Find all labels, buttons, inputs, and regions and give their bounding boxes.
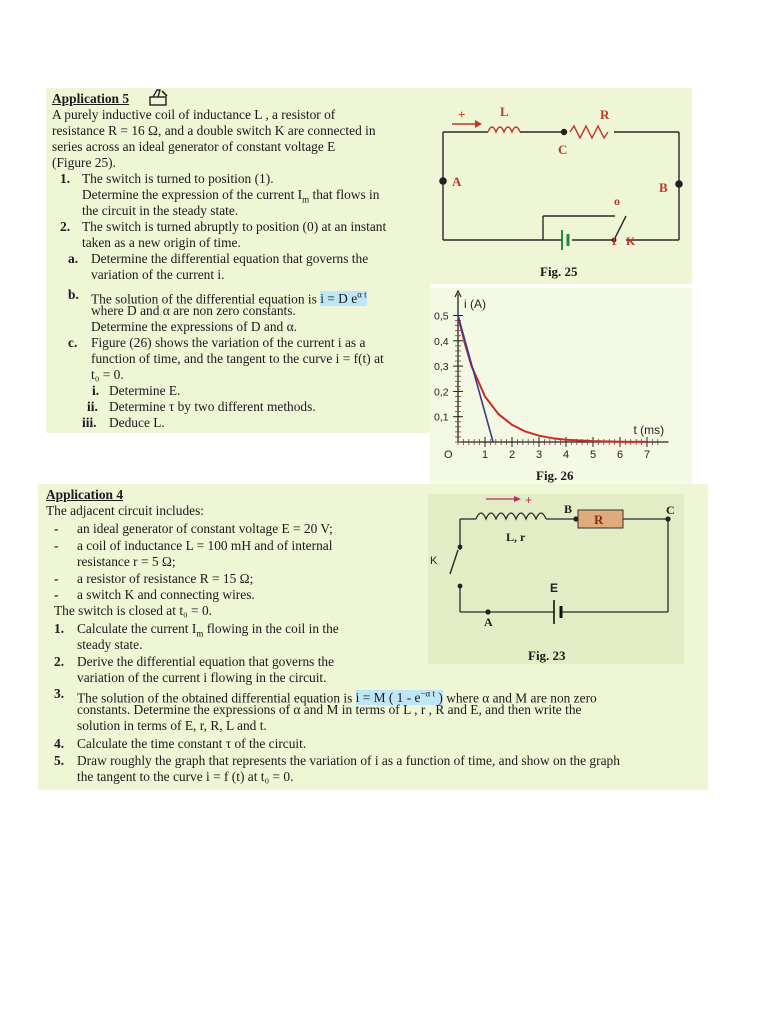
fig23-label-plus: + bbox=[525, 493, 533, 507]
fig26-y-tick-label: 0,4 bbox=[434, 335, 449, 348]
app4-item-3: a resistor of resistance R = 15 Ω; bbox=[77, 571, 254, 586]
fig23-switch-top-contact bbox=[458, 545, 463, 550]
app5-qb-equation: i = D $e^{\alpha t}$ bbox=[320, 290, 367, 307]
app4-q4-number: 4. bbox=[54, 736, 65, 751]
fig23-label-C: C bbox=[666, 503, 675, 517]
fig25-inductor-coil bbox=[488, 127, 520, 132]
fig26-caption: Fig. 26 bbox=[536, 468, 574, 483]
app5-intro-line-1: A purely inductive coil of inductance L , a resistor of bbox=[52, 107, 336, 122]
fig26-tangent-line bbox=[458, 316, 493, 443]
fig23-label-K: K bbox=[430, 555, 438, 567]
fig25-label-L: L bbox=[500, 104, 509, 119]
fig23-coil bbox=[476, 513, 546, 519]
app5-qc-line-1: Figure (26) shows the variation of the current i as a bbox=[91, 335, 366, 350]
app4-item-2-dash: - bbox=[54, 538, 59, 553]
app4-q2-line-1: Derive the differential equation that governs the bbox=[77, 654, 335, 669]
fig26-x-tick-label: 2 bbox=[509, 449, 516, 461]
fig25-label-K: K bbox=[626, 234, 636, 248]
app4-q1-line-1: Calculate the current $I_m$ flowing in the coil in the bbox=[77, 621, 339, 639]
fig26-y-tick-label: 0,2 bbox=[434, 386, 449, 399]
app5-qii-text: Determine τ by two different methods. bbox=[109, 399, 316, 414]
fig26-x-tick-label: 3 bbox=[536, 449, 543, 461]
fig23-node-B bbox=[573, 516, 578, 521]
app4-item-2-line-2: resistance r = 5 Ω; bbox=[77, 554, 176, 569]
app5-qi-text: Determine E. bbox=[109, 383, 181, 398]
app5-intro-line-4: (Figure 25). bbox=[52, 155, 116, 170]
app4-item-1-dash: - bbox=[54, 521, 59, 536]
app4-item-2-line-1: a coil of inductance L = 100 mH and of internal bbox=[77, 538, 333, 553]
fig25-current-arrowhead bbox=[475, 120, 482, 128]
app5-q1-line-2: Determine the expression of the current $I_m$ that flows in bbox=[82, 187, 380, 205]
fig25-label-A: A bbox=[452, 174, 462, 189]
fig23-caption: Fig. 23 bbox=[528, 648, 566, 663]
app5-q1-number: 1. bbox=[60, 171, 71, 186]
fig23-label-Lr: L, r bbox=[506, 530, 526, 544]
app4-item-3-dash: - bbox=[54, 571, 59, 586]
fig23-current-arrowhead bbox=[514, 496, 521, 502]
app5-q2-line-2: taken as a new origin of time. bbox=[82, 235, 241, 250]
fig23-label-A: A bbox=[484, 615, 493, 629]
fig26-y-tick-label: 0,3 bbox=[434, 361, 449, 374]
app5-qb-number: b. bbox=[68, 287, 79, 302]
app4-q4-text: Calculate the time constant τ of the circuit. bbox=[77, 736, 307, 751]
app5-qiii-number: iii. bbox=[82, 415, 97, 430]
app4-q3-line-1: The solution of the obtained differential equation is i = M ( $1 - e^{-\alpha t}$ ) where α and M are non zero bbox=[77, 689, 597, 706]
app5-q2-number: 2. bbox=[60, 219, 71, 234]
app4-q3-equation: i = M ( $1 - e^{-\alpha t}$ ) bbox=[355, 689, 443, 706]
app5-q1-line-1: The switch is turned to position (1). bbox=[82, 171, 274, 186]
app5-qc-line-3: t₀ = 0. bbox=[91, 367, 124, 382]
fig26-y-axis-label: i (A) bbox=[464, 297, 486, 311]
fig23-circuit-diagram bbox=[428, 494, 684, 664]
fig26-x-axis-label: t (ms) bbox=[633, 423, 665, 437]
app4-item-4-dash: - bbox=[54, 587, 59, 602]
app4-switch-closed: The switch is closed at t₀ = 0. bbox=[54, 603, 213, 618]
fig25-circuit-diagram bbox=[430, 88, 692, 284]
fig26-chart bbox=[430, 288, 692, 468]
app5-qc-number: c. bbox=[68, 335, 78, 350]
app5-qa-number: a. bbox=[68, 251, 79, 266]
fig23-node-C bbox=[665, 516, 670, 521]
app4-q3-line-2: constants. Determine the expressions of α and M in terms of L , r , R and E, and then write the bbox=[77, 702, 582, 717]
application-4-title: Application 4 bbox=[46, 487, 124, 502]
fig25-label-B: B bbox=[659, 180, 668, 195]
fig25-node-B bbox=[675, 180, 683, 188]
app4-q1-line-2: steady state. bbox=[77, 637, 143, 652]
fig26-x-tick-label: 7 bbox=[644, 449, 651, 461]
app5-qa-line-1: Determine the differential equation that governs the bbox=[91, 251, 369, 266]
app4-item-4: a switch K and connecting wires. bbox=[77, 587, 255, 602]
fig25-node-C bbox=[561, 129, 567, 135]
fig26-y-tick-label: 0,5 bbox=[434, 310, 449, 323]
fig26-y-tick-label: 0,1 bbox=[434, 411, 449, 424]
app5-qii-number: ii. bbox=[87, 399, 98, 414]
fig23-label-E: E bbox=[550, 581, 559, 595]
app5-qc-line-2: function of time, and the tangent to the curve i = f(t) at bbox=[91, 351, 384, 366]
fig25-label-one: 1 bbox=[611, 234, 617, 248]
app4-intro: The adjacent circuit includes: bbox=[46, 503, 205, 518]
fig23-node-A bbox=[485, 609, 490, 614]
app5-qiii-text: Deduce L. bbox=[109, 415, 165, 430]
fig26-x-tick-label: 4 bbox=[563, 449, 570, 461]
hand-writing-icon bbox=[148, 88, 170, 106]
app5-qb-line-3: Determine the expressions of D and α. bbox=[91, 319, 297, 334]
fig25-label-C: C bbox=[558, 142, 568, 157]
app4-q3-line-3: solution in terms of E, r, R, L and t. bbox=[77, 718, 267, 733]
app5-q2-line-1: The switch is turned abruptly to position (0) at an instant bbox=[82, 219, 387, 234]
fig25-label-plus: + bbox=[458, 107, 466, 122]
app4-q1-number: 1. bbox=[54, 621, 65, 636]
app5-qb-line-1: The solution of the differential equation is i = D $e^{\alpha t}$ bbox=[91, 290, 367, 307]
app4-q5-line-2: the tangent to the curve i = f (t) at t₀ = 0. bbox=[77, 769, 294, 784]
fig23-label-B: B bbox=[564, 502, 573, 516]
fig25-label-zero: o bbox=[614, 194, 620, 208]
fig26-current-curve bbox=[458, 316, 647, 442]
app5-intro-line-3: series across an ideal generator of constant voltage E bbox=[52, 139, 336, 154]
app4-item-1: an ideal generator of constant voltage E = 20 V; bbox=[77, 521, 333, 536]
fig25-resistor-zigzag bbox=[570, 126, 608, 138]
app4-q2-line-2: variation of the current i flowing in the circuit. bbox=[77, 670, 327, 685]
fig25-label-R: R bbox=[600, 107, 610, 122]
app4-q3-number: 3. bbox=[54, 686, 65, 701]
fig23-label-R: R bbox=[594, 512, 604, 527]
app4-q5-number: 5. bbox=[54, 753, 65, 768]
app5-qa-line-2: variation of the current i. bbox=[91, 267, 225, 282]
app4-q2-number: 2. bbox=[54, 654, 65, 669]
app5-intro-line-2: resistance R = 16 Ω, and a double switch K are connected in bbox=[52, 123, 376, 138]
fig25-node-A bbox=[439, 177, 447, 185]
app5-qi-number: i. bbox=[92, 383, 100, 398]
fig26-x-tick-label: 1 bbox=[482, 449, 489, 461]
fig26-origin-label: O bbox=[444, 449, 453, 461]
app5-q1-line-3: the circuit in the steady state. bbox=[82, 203, 239, 218]
app5-qb-line-2: where D and α are non zero constants. bbox=[91, 303, 296, 318]
fig26-x-tick-label: 6 bbox=[617, 449, 624, 461]
app4-q5-line-1: Draw roughly the graph that represents the variation of i as a function of time, and show on the graph bbox=[77, 753, 620, 768]
application-5-title: Application 5 bbox=[52, 91, 130, 106]
fig23-switch-blade bbox=[450, 550, 458, 574]
fig25-caption: Fig. 25 bbox=[540, 264, 578, 279]
fig23-switch-bottom-contact bbox=[458, 584, 463, 589]
fig26-x-tick-label: 5 bbox=[590, 449, 597, 461]
